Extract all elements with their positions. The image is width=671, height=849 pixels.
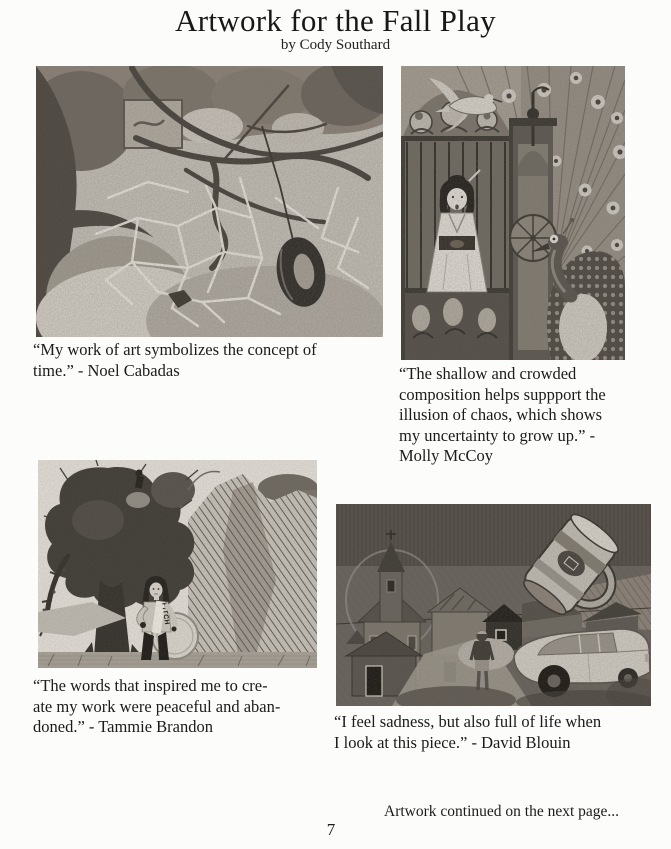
caption-line: time.” - Noel Cabadas xyxy=(33,360,180,380)
caption-david-blouin xyxy=(334,712,669,753)
caption-tammie-brandon xyxy=(33,676,363,738)
peacock-cage-illustration xyxy=(401,66,625,360)
stipple-texture xyxy=(401,66,625,360)
caption-line: illusion of chaos, which shows xyxy=(399,405,603,424)
caption-line: ate my work were peaceful and aban- xyxy=(33,696,281,716)
page-title: Artwork for the Fall Play xyxy=(175,3,496,38)
caption-line: “The words that inspired me to cre- xyxy=(33,676,268,695)
caption-line: composition helps suppport the xyxy=(399,384,606,404)
stipple-texture xyxy=(336,504,651,706)
caption-line: Molly McCoy xyxy=(399,446,493,465)
caption-noel-cabadas xyxy=(33,340,368,381)
page-number: 7 xyxy=(326,820,336,839)
caption-line: “I feel sadness, but also full of life when xyxy=(334,712,602,731)
stipple-texture xyxy=(36,66,383,337)
tree-figure-illustration xyxy=(38,460,317,668)
caption-molly-mccoy xyxy=(399,364,644,467)
artwork-peacock-cage xyxy=(401,66,625,360)
tire-swing-illustration xyxy=(36,66,383,337)
caption-line: “My work of art symbolizes the concept of xyxy=(33,340,317,359)
shirt-text: FITCH xyxy=(160,602,171,626)
caption-line: I look at this piece.” - David Blouin xyxy=(334,732,571,752)
caption-line: my uncertainty to grow up.” - xyxy=(399,425,596,445)
artwork-village-cup xyxy=(336,504,651,706)
caption-line: “The shallow and crowded xyxy=(399,364,577,383)
artwork-tire-swing xyxy=(36,66,383,337)
stipple-texture xyxy=(38,460,317,668)
village-cup-illustration xyxy=(336,504,651,706)
caption-line: doned.” - Tammie Brandon xyxy=(33,717,213,736)
artwork-tree-figure xyxy=(38,460,317,668)
continuation-note: Artwork continued on the next page... xyxy=(384,803,620,820)
byline: by Cody Southard xyxy=(280,37,391,53)
